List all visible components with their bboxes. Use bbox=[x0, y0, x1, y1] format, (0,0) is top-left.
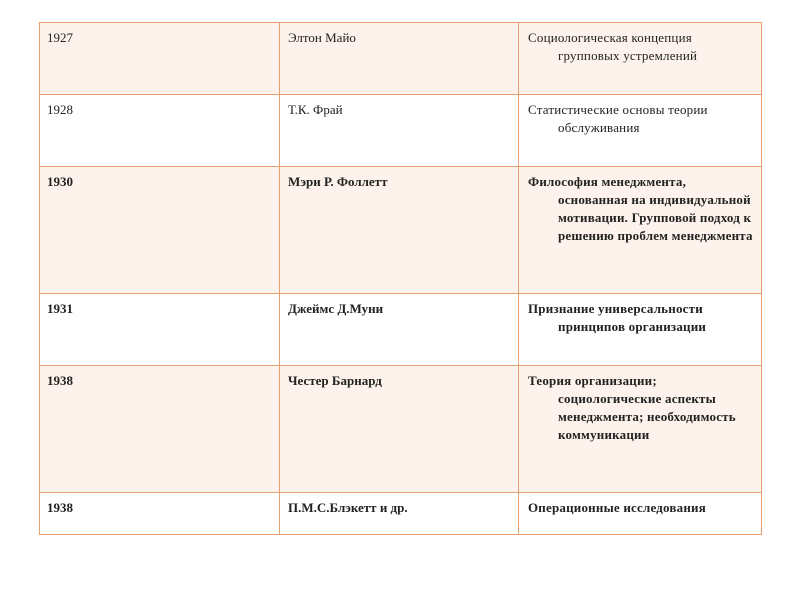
year-cell: 1930 bbox=[40, 167, 280, 294]
contribution-text: Социологическая концепция групповых устремлений bbox=[528, 30, 698, 63]
author-cell: Честер Барнард bbox=[280, 366, 519, 493]
table-row bbox=[40, 294, 762, 366]
table-row bbox=[40, 366, 762, 493]
author-cell: Мэри Р. Фоллетт bbox=[280, 167, 519, 294]
contribution-text: Статистические основы теории обслуживания bbox=[528, 102, 708, 135]
author-cell: П.М.С.Блэкетт и др. bbox=[280, 493, 519, 535]
contribution-cell bbox=[519, 167, 762, 294]
table-row bbox=[40, 23, 762, 95]
year-cell: 1927 bbox=[40, 23, 280, 95]
contribution-cell bbox=[519, 294, 762, 366]
author-cell: Джеймс Д.Муни bbox=[280, 294, 519, 366]
contribution-text: Операционные исследования bbox=[528, 500, 706, 515]
year-cell: 1931 bbox=[40, 294, 280, 366]
author-cell: Т.К. Фрай bbox=[280, 95, 519, 167]
contribution-text: Признание универсальности принципов организации bbox=[528, 301, 707, 334]
year-cell: 1938 bbox=[40, 493, 280, 535]
contribution-cell bbox=[519, 493, 762, 535]
table-row bbox=[40, 167, 762, 294]
contribution-cell bbox=[519, 366, 762, 493]
contribution-cell bbox=[519, 95, 762, 167]
table-row bbox=[40, 493, 762, 535]
contribution-text: Философия менеджмента, основанная на индивидуальной мотивации. Групповой подход к решению проблем менеджмента bbox=[528, 174, 753, 243]
contribution-cell bbox=[519, 23, 762, 95]
table-row bbox=[40, 95, 762, 167]
year-cell: 1938 bbox=[40, 366, 280, 493]
contribution-text: Теория организации; социологические аспекты менеджмента; необходимость коммуникации bbox=[528, 373, 736, 442]
year-cell: 1928 bbox=[40, 95, 280, 167]
author-cell: Элтон Майо bbox=[280, 23, 519, 95]
management-history-table bbox=[39, 22, 762, 535]
